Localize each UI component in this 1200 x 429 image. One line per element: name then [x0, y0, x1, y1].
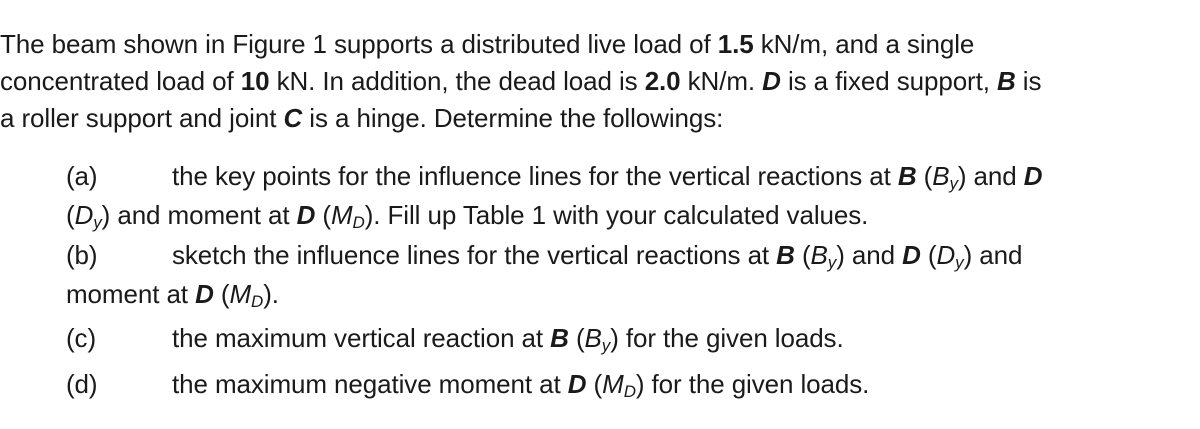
dead-load-value: 2.0	[644, 66, 681, 96]
task-label-c: (c)	[66, 323, 97, 353]
task-label-a: (a)	[66, 161, 98, 191]
task-item-d: (d) the maximum negative moment at D $(M_D)$ for the given loads.	[66, 365, 1156, 404]
point-load-value: 10	[240, 66, 270, 96]
support-d-label: D	[762, 66, 781, 96]
support-b-label: B	[996, 66, 1016, 96]
task-item-a: (a) the key points for the influence lines for the vertical reactions at B $(B_y)$ and D $(D_y)$ and moment at D $(M_D)$. Fill up Table 1 with your calculated values.	[66, 157, 1156, 235]
task-label-d: (d)	[66, 369, 98, 399]
intro-paragraph	[0, 26, 1165, 137]
intro-line-1: The beam shown in Figure 1 supports a distributed live load of 1.5 kN/m, and a single	[0, 29, 975, 59]
task-item-b: (b) sketch the influence lines for the vertical reactions at B $(B_y)$ and D $(D_y)$ and moment at D $(M_D)$.	[66, 236, 1156, 314]
live-load-value: 1.5	[717, 29, 754, 59]
intro-line-2: concentrated load of 10 kN. In addition, the dead load is 2.0 kN/m. D is a fixed support, B is	[0, 66, 1042, 96]
task-item-c: (c) the maximum vertical reaction at B $(B_y)$ for the given loads.	[66, 319, 1156, 358]
intro-line-3: a roller support and joint C is a hinge. Determine the followings:	[0, 103, 724, 133]
task-label-b: (b)	[66, 240, 98, 270]
hinge-c-label: C	[283, 103, 303, 133]
task-list	[66, 157, 1156, 404]
